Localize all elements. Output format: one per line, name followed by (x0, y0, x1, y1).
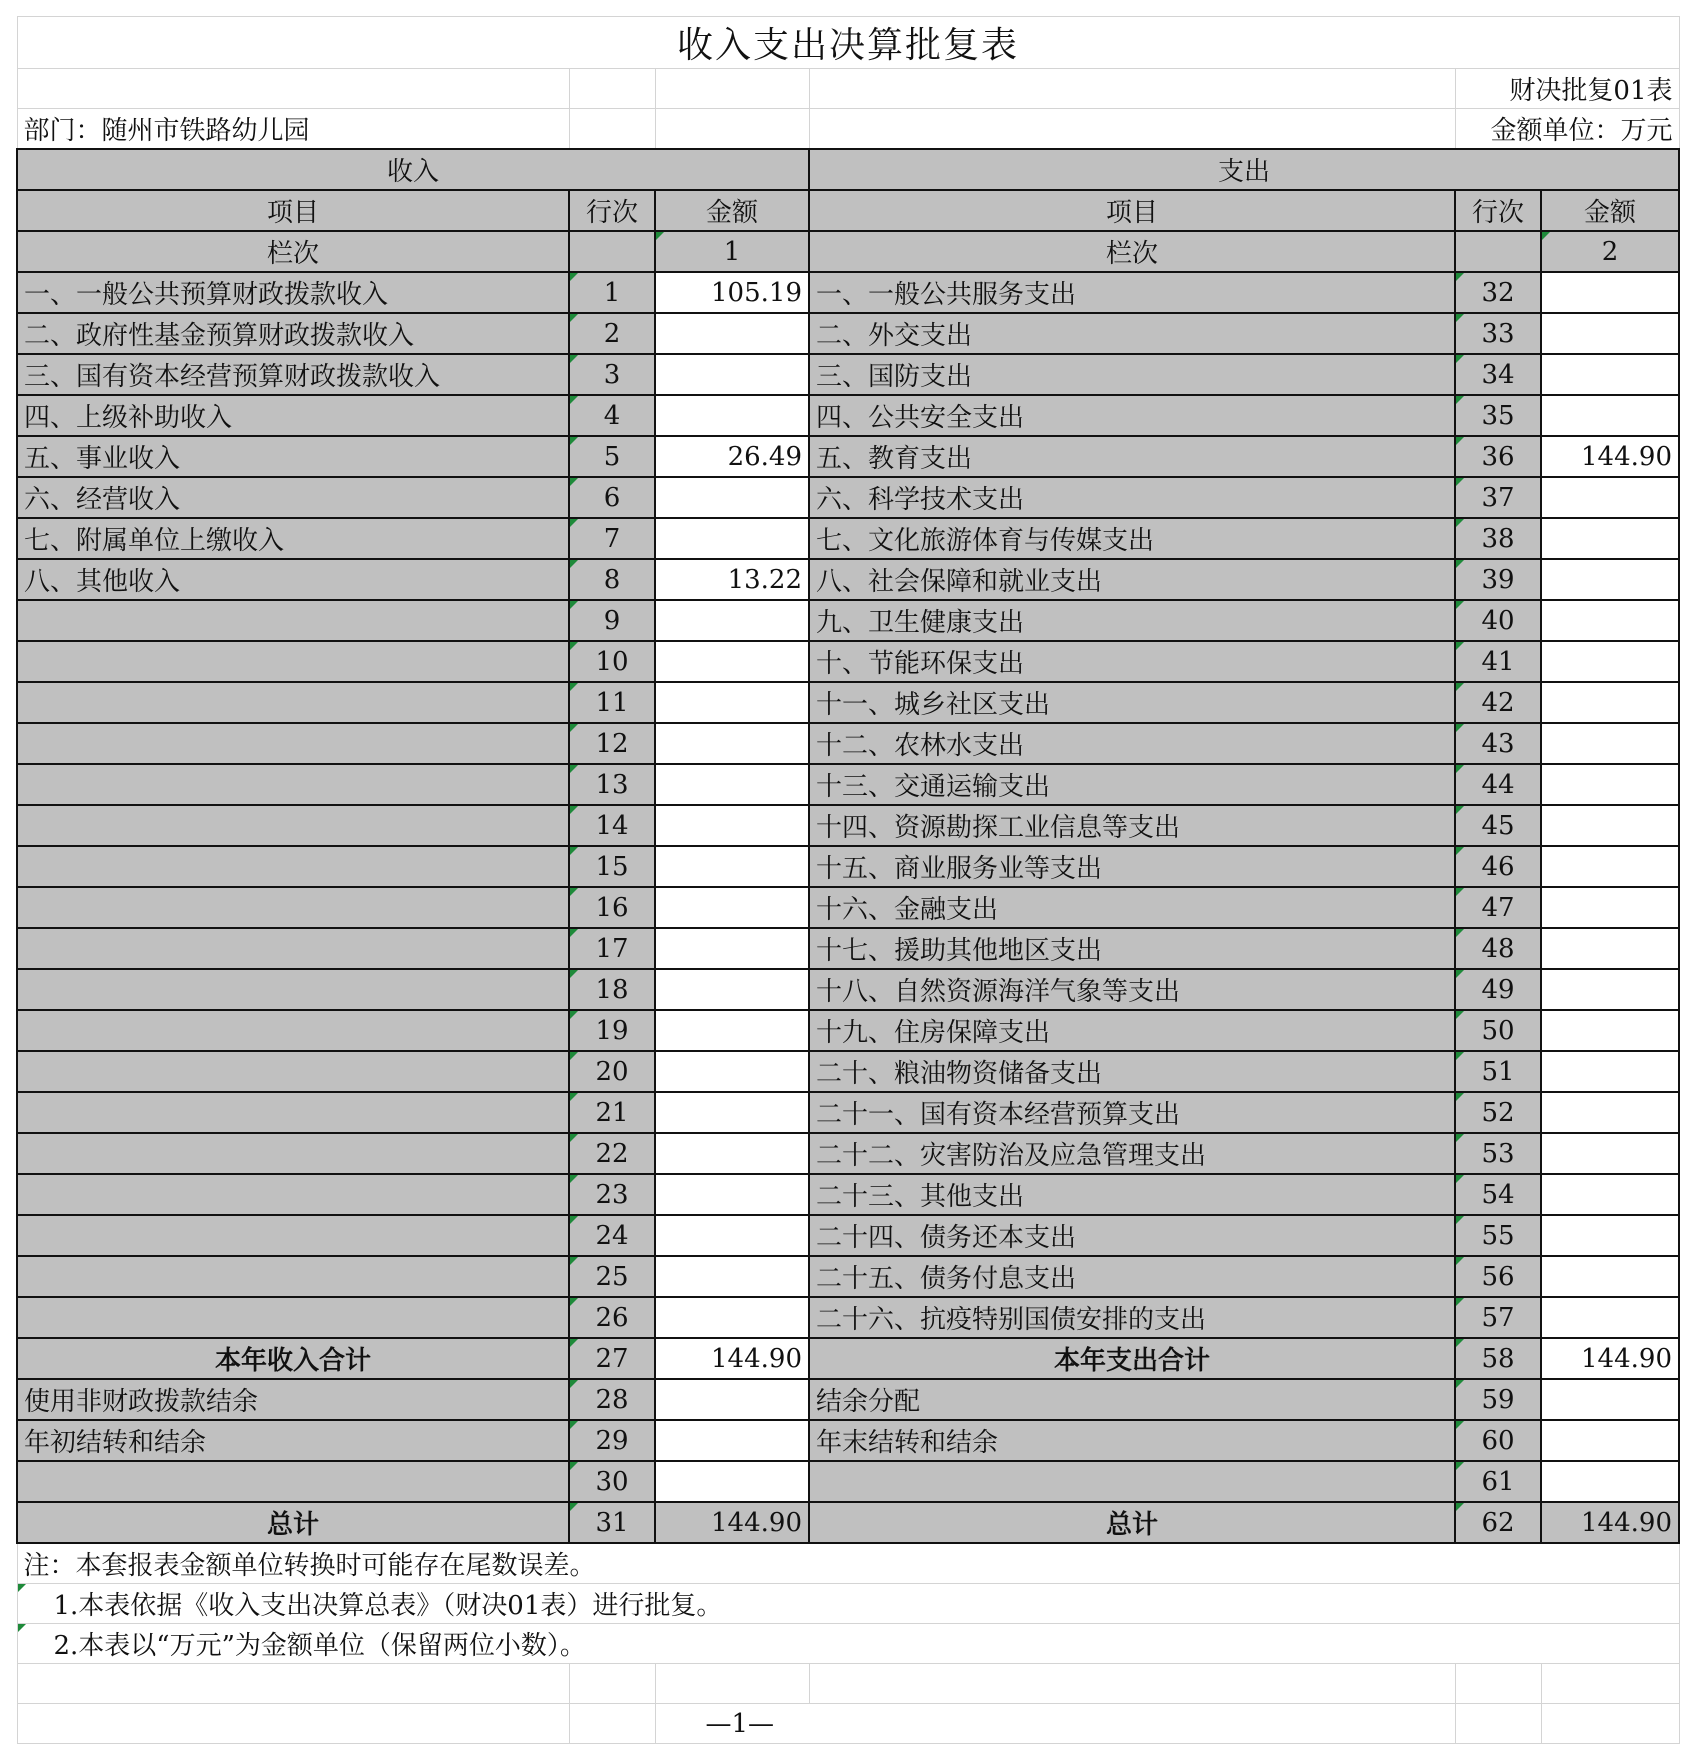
expense-item-cell: 总计 (809, 1502, 1455, 1543)
income-item-cell (17, 723, 569, 764)
income-line-cell: 13 (569, 764, 655, 805)
page-number: —1— (655, 1704, 1455, 1744)
income-item-cell: 二、政府性基金预算财政拨款收入 (17, 313, 569, 354)
table-row (17, 600, 1679, 641)
income-amount-cell[interactable] (655, 1461, 809, 1502)
expense-line-cell: 52 (1455, 1092, 1541, 1133)
income-item-cell (17, 1215, 569, 1256)
income-item-cell: 总计 (17, 1502, 569, 1543)
income-amount-cell[interactable] (655, 518, 809, 559)
cell[interactable] (1455, 1704, 1541, 1744)
table-row (17, 1420, 1679, 1461)
expense-item-cell: 十六、金融支出 (809, 887, 1455, 928)
income-amount-cell[interactable] (655, 313, 809, 354)
expense-line-header: 行次 (1455, 190, 1541, 231)
expense-header: 支出 (809, 149, 1679, 190)
cell[interactable] (1455, 1664, 1541, 1704)
expense-line-cell: 45 (1455, 805, 1541, 846)
expense-item-cell: 年末结转和结余 (809, 1420, 1455, 1461)
unit-label: 金额单位：万元 (1455, 109, 1679, 150)
expense-item-cell: 十五、商业服务业等支出 (809, 846, 1455, 887)
table-row (17, 518, 1679, 559)
income-line-cell: 27 (569, 1338, 655, 1379)
expense-amount-cell[interactable] (1541, 1092, 1679, 1133)
expense-item-cell: 十四、资源勘探工业信息等支出 (809, 805, 1455, 846)
table-row (17, 846, 1679, 887)
income-amount-cell[interactable] (655, 723, 809, 764)
expense-item-cell: 七、文化旅游体育与传媒支出 (809, 518, 1455, 559)
income-line-cell: 23 (569, 1174, 655, 1215)
income-amount-cell[interactable] (655, 354, 809, 395)
expense-line-cell: 61 (1455, 1461, 1541, 1502)
cell[interactable] (655, 109, 809, 150)
income-item-cell (17, 1051, 569, 1092)
income-line-cell: 9 (569, 600, 655, 641)
income-line-cell: 29 (569, 1420, 655, 1461)
expense-line-cell: 59 (1455, 1379, 1541, 1420)
income-amount-cell[interactable] (655, 641, 809, 682)
income-item-cell (17, 1092, 569, 1133)
expense-line-cell: 35 (1455, 395, 1541, 436)
expense-item-cell: 二十、粮油物资储备支出 (809, 1051, 1455, 1092)
income-line-cell: 26 (569, 1297, 655, 1338)
income-line-cell: 21 (569, 1092, 655, 1133)
expense-item-cell: 五、教育支出 (809, 436, 1455, 477)
income-amount-cell[interactable]: 26.49 (655, 436, 809, 477)
expense-item-cell: 二十四、债务还本支出 (809, 1215, 1455, 1256)
income-item-cell: 使用非财政拨款结余 (17, 1379, 569, 1420)
expense-amount-header: 金额 (1541, 190, 1679, 231)
expense-line-cell: 40 (1455, 600, 1541, 641)
cell[interactable] (17, 1664, 569, 1704)
income-amount-cell[interactable] (655, 805, 809, 846)
expense-line-cell: 55 (1455, 1215, 1541, 1256)
table-row (17, 1051, 1679, 1092)
income-header: 收入 (17, 149, 809, 190)
income-line-cell: 17 (569, 928, 655, 969)
cell[interactable] (809, 69, 1455, 109)
income-line-cell: 10 (569, 641, 655, 682)
expense-amount-cell[interactable]: 144.90 (1541, 1338, 1679, 1379)
income-amount-cell[interactable]: 105.19 (655, 272, 809, 313)
expense-item-cell: 二十三、其他支出 (809, 1174, 1455, 1215)
income-line-cell: 15 (569, 846, 655, 887)
note-text: 2.本表以“万元”为金额单位（保留两位小数）。 (17, 1624, 1679, 1664)
income-amount-cell[interactable] (655, 1215, 809, 1256)
income-amount-cell[interactable] (655, 1420, 809, 1461)
expense-item-cell: 十七、援助其他地区支出 (809, 928, 1455, 969)
income-amount-header: 金额 (655, 190, 809, 231)
subtotal-row (17, 1338, 1679, 1379)
table-row (17, 682, 1679, 723)
income-amount-cell[interactable] (655, 887, 809, 928)
income-line-cell: 25 (569, 1256, 655, 1297)
expense-amount-cell[interactable] (1541, 723, 1679, 764)
expense-line-cell: 46 (1455, 846, 1541, 887)
income-line-cell: 28 (569, 1379, 655, 1420)
cell (1455, 231, 1541, 272)
income-item-header: 项目 (17, 190, 569, 231)
expense-item-cell: 二十二、灾害防治及应急管理支出 (809, 1133, 1455, 1174)
expense-item-cell: 十九、住房保障支出 (809, 1010, 1455, 1051)
income-item-cell: 三、国有资本经营预算财政拨款收入 (17, 354, 569, 395)
table-row (17, 395, 1679, 436)
expense-line-cell: 44 (1455, 764, 1541, 805)
expense-amount-cell[interactable] (1541, 1297, 1679, 1338)
income-line-cell: 7 (569, 518, 655, 559)
income-amount-cell[interactable] (655, 928, 809, 969)
income-amount-cell[interactable] (655, 764, 809, 805)
expense-amount-cell[interactable] (1541, 1379, 1679, 1420)
expense-item-cell: 二十六、抗疫特别国债安排的支出 (809, 1297, 1455, 1338)
expense-line-cell: 48 (1455, 928, 1541, 969)
table-row (17, 1256, 1679, 1297)
income-amount-cell[interactable] (655, 1174, 809, 1215)
expense-amount-cell[interactable] (1541, 1461, 1679, 1502)
table-row (17, 1092, 1679, 1133)
expense-item-cell: 三、国防支出 (809, 354, 1455, 395)
expense-amount-cell[interactable] (1541, 1215, 1679, 1256)
income-amount-cell[interactable] (655, 1092, 809, 1133)
expense-line-cell: 58 (1455, 1338, 1541, 1379)
expense-amount-cell[interactable] (1541, 764, 1679, 805)
income-amount-cell[interactable]: 13.22 (655, 559, 809, 600)
income-line-cell: 16 (569, 887, 655, 928)
expense-line-cell: 38 (1455, 518, 1541, 559)
expense-line-cell: 56 (1455, 1256, 1541, 1297)
table-row (17, 969, 1679, 1010)
expense-line-cell: 42 (1455, 682, 1541, 723)
income-line-cell: 22 (569, 1133, 655, 1174)
table-row (17, 313, 1679, 354)
income-amount-cell[interactable] (655, 600, 809, 641)
income-amount-cell[interactable] (655, 1297, 809, 1338)
expense-item-cell: 八、社会保障和就业支出 (809, 559, 1455, 600)
table-row (17, 805, 1679, 846)
expense-amount-cell[interactable] (1541, 1174, 1679, 1215)
income-item-cell: 年初结转和结余 (17, 1420, 569, 1461)
expense-line-cell: 43 (1455, 723, 1541, 764)
cell[interactable] (569, 1664, 655, 1704)
table-row (17, 436, 1679, 477)
income-line-cell: 6 (569, 477, 655, 518)
expense-item-cell: 结余分配 (809, 1379, 1455, 1420)
income-line-cell: 12 (569, 723, 655, 764)
table-row (17, 764, 1679, 805)
expense-column-label: 栏次 (809, 231, 1455, 272)
expense-line-cell: 36 (1455, 436, 1541, 477)
expense-amount-cell[interactable]: 144.90 (1541, 436, 1679, 477)
income-item-cell (17, 1297, 569, 1338)
income-line-cell: 20 (569, 1051, 655, 1092)
expense-item-cell: 十、节能环保支出 (809, 641, 1455, 682)
expense-item-cell: 十三、交通运输支出 (809, 764, 1455, 805)
income-item-cell (17, 600, 569, 641)
expense-line-cell: 60 (1455, 1420, 1541, 1461)
expense-item-cell: 四、公共安全支出 (809, 395, 1455, 436)
income-item-cell: 七、附属单位上缴收入 (17, 518, 569, 559)
income-amount-cell[interactable] (655, 1051, 809, 1092)
income-line-cell: 5 (569, 436, 655, 477)
income-line-cell: 31 (569, 1502, 655, 1543)
income-amount-cell[interactable] (655, 477, 809, 518)
expense-item-cell: 十八、自然资源海洋气象等支出 (809, 969, 1455, 1010)
cell[interactable] (569, 109, 655, 150)
expense-line-cell: 33 (1455, 313, 1541, 354)
income-line-cell: 18 (569, 969, 655, 1010)
expense-amount-cell[interactable] (1541, 272, 1679, 313)
expense-item-header: 项目 (809, 190, 1455, 231)
income-item-cell (17, 1256, 569, 1297)
expense-amount-cell[interactable] (1541, 518, 1679, 559)
expense-amount-cell[interactable] (1541, 1420, 1679, 1461)
income-item-cell (17, 682, 569, 723)
income-amount-cell[interactable] (655, 1379, 809, 1420)
income-amount-cell[interactable] (655, 1010, 809, 1051)
expense-amount-cell[interactable] (1541, 682, 1679, 723)
expense-amount-cell[interactable] (1541, 600, 1679, 641)
expense-line-cell: 41 (1455, 641, 1541, 682)
expense-amount-cell[interactable] (1541, 846, 1679, 887)
income-item-cell (17, 1010, 569, 1051)
income-item-cell (17, 764, 569, 805)
total-row (17, 1502, 1679, 1543)
table-row (17, 1297, 1679, 1338)
cell[interactable] (809, 1664, 1455, 1704)
income-item-cell (17, 846, 569, 887)
income-line-cell: 30 (569, 1461, 655, 1502)
income-line-cell: 8 (569, 559, 655, 600)
page-title: 收入支出决算批复表 (17, 17, 1679, 69)
table-row (17, 887, 1679, 928)
expense-amount-cell[interactable] (1541, 969, 1679, 1010)
table-row (17, 641, 1679, 682)
cell[interactable] (17, 1704, 569, 1744)
income-amount-cell[interactable] (655, 1256, 809, 1297)
note-row (17, 1584, 1679, 1624)
cell[interactable] (809, 109, 1455, 150)
income-line-header: 行次 (569, 190, 655, 231)
expense-amount-cell[interactable] (1541, 395, 1679, 436)
income-item-cell (17, 887, 569, 928)
expense-item-cell: 二十一、国有资本经营预算支出 (809, 1092, 1455, 1133)
income-item-cell (17, 1461, 569, 1502)
expense-amount-cell[interactable] (1541, 1133, 1679, 1174)
table-row (17, 1461, 1679, 1502)
cell[interactable] (1541, 1664, 1679, 1704)
table-row (17, 1379, 1679, 1420)
expense-amount-cell[interactable]: 144.90 (1541, 1502, 1679, 1543)
income-line-cell: 14 (569, 805, 655, 846)
income-amount-cell[interactable]: 144.90 (655, 1338, 809, 1379)
income-line-cell: 19 (569, 1010, 655, 1051)
expense-line-cell: 62 (1455, 1502, 1541, 1543)
table-row (17, 928, 1679, 969)
income-item-cell: 本年收入合计 (17, 1338, 569, 1379)
income-item-cell: 八、其他收入 (17, 559, 569, 600)
expense-amount-cell[interactable] (1541, 313, 1679, 354)
income-column-label: 栏次 (17, 231, 569, 272)
note-row (17, 1624, 1679, 1664)
expense-item-cell (809, 1461, 1455, 1502)
cell[interactable] (569, 1704, 655, 1744)
income-amount-cell[interactable]: 144.90 (655, 1502, 809, 1543)
expense-line-cell: 51 (1455, 1051, 1541, 1092)
form-code: 财决批复01表 (1455, 69, 1679, 109)
expense-line-cell: 54 (1455, 1174, 1541, 1215)
income-line-cell: 4 (569, 395, 655, 436)
note-text: 1.本表依据《收入支出决算总表》（财决01表）进行批复。 (17, 1584, 1679, 1624)
expense-column-number: 2 (1541, 231, 1679, 272)
income-item-cell (17, 1133, 569, 1174)
table-row (17, 354, 1679, 395)
income-item-cell (17, 805, 569, 846)
income-line-cell: 3 (569, 354, 655, 395)
cell[interactable] (655, 69, 809, 109)
approval-table (16, 16, 1680, 1744)
table-row (17, 1010, 1679, 1051)
expense-item-cell: 二十五、债务付息支出 (809, 1256, 1455, 1297)
expense-item-cell: 九、卫生健康支出 (809, 600, 1455, 641)
income-column-number: 1 (655, 231, 809, 272)
cell (569, 231, 655, 272)
table-row (17, 1133, 1679, 1174)
expense-item-cell: 一、一般公共服务支出 (809, 272, 1455, 313)
expense-item-cell: 十二、农林水支出 (809, 723, 1455, 764)
income-item-cell: 一、一般公共预算财政拨款收入 (17, 272, 569, 313)
expense-line-cell: 50 (1455, 1010, 1541, 1051)
income-line-cell: 1 (569, 272, 655, 313)
note-text: 注：本套报表金额单位转换时可能存在尾数误差。 (17, 1543, 1679, 1584)
table-row (17, 1215, 1679, 1256)
expense-amount-cell[interactable] (1541, 887, 1679, 928)
income-line-cell: 11 (569, 682, 655, 723)
cell[interactable] (655, 1664, 809, 1704)
note-row (17, 1543, 1679, 1584)
expense-line-cell: 37 (1455, 477, 1541, 518)
expense-item-cell: 十一、城乡社区支出 (809, 682, 1455, 723)
income-item-cell (17, 928, 569, 969)
income-line-cell: 2 (569, 313, 655, 354)
expense-amount-cell[interactable] (1541, 354, 1679, 395)
expense-amount-cell[interactable] (1541, 1051, 1679, 1092)
expense-amount-cell[interactable] (1541, 928, 1679, 969)
table-row (17, 477, 1679, 518)
cell[interactable] (569, 69, 655, 109)
cell[interactable] (17, 69, 569, 109)
income-item-cell (17, 641, 569, 682)
income-line-cell: 24 (569, 1215, 655, 1256)
income-amount-cell[interactable] (655, 969, 809, 1010)
table-row (17, 723, 1679, 764)
expense-line-cell: 49 (1455, 969, 1541, 1010)
expense-item-cell: 六、科学技术支出 (809, 477, 1455, 518)
expense-amount-cell[interactable] (1541, 1256, 1679, 1297)
income-item-cell: 四、上级补助收入 (17, 395, 569, 436)
income-item-cell: 六、经营收入 (17, 477, 569, 518)
table-row (17, 272, 1679, 313)
income-item-cell (17, 1174, 569, 1215)
expense-amount-cell[interactable] (1541, 641, 1679, 682)
expense-line-cell: 39 (1455, 559, 1541, 600)
expense-line-cell: 47 (1455, 887, 1541, 928)
expense-line-cell: 32 (1455, 272, 1541, 313)
expense-line-cell: 57 (1455, 1297, 1541, 1338)
table-row (17, 559, 1679, 600)
income-amount-cell[interactable] (655, 395, 809, 436)
expense-item-cell: 二、外交支出 (809, 313, 1455, 354)
table-row (17, 1174, 1679, 1215)
expense-amount-cell[interactable] (1541, 805, 1679, 846)
expense-line-cell: 34 (1455, 354, 1541, 395)
expense-amount-cell[interactable] (1541, 1010, 1679, 1051)
expense-item-cell: 本年支出合计 (809, 1338, 1455, 1379)
expense-amount-cell[interactable] (1541, 477, 1679, 518)
income-item-cell: 五、事业收入 (17, 436, 569, 477)
income-amount-cell[interactable] (655, 846, 809, 887)
income-item-cell (17, 969, 569, 1010)
expense-line-cell: 53 (1455, 1133, 1541, 1174)
expense-amount-cell[interactable] (1541, 559, 1679, 600)
income-amount-cell[interactable] (655, 1133, 809, 1174)
cell[interactable] (1541, 1704, 1679, 1744)
department-label: 部门：随州市铁路幼儿园 (17, 109, 569, 150)
income-amount-cell[interactable] (655, 682, 809, 723)
